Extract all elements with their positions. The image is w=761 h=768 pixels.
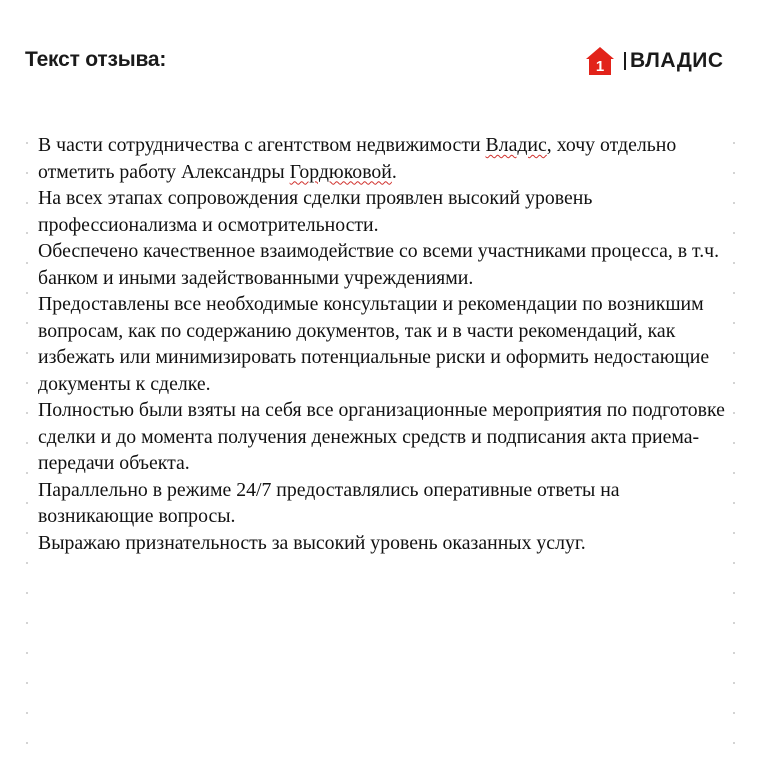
review-paragraph-2: На всех этапах сопровождения сделки проявлен высокий уровень профессионализма и осмотрительности.: [38, 187, 593, 236]
review-paragraph-3: Обеспечено качественное взаимодействие со всеми участниками процесса, в т.ч. банком и иными задействованными учреждениями.: [38, 240, 720, 289]
review-text-segment: В части сотрудничества с агентством недвижимости: [38, 134, 486, 156]
review-paragraph-5: Полностью были взяты на себя все организационные мероприятия по подготовке сделки и до момента получения денежных средств и подписания акта приема-передачи объекта.: [38, 399, 725, 474]
review-paragraph-7: Выражаю признательность за высокий уровень оказанных услуг.: [38, 531, 586, 554]
page-title: Текст отзыва:: [25, 48, 167, 71]
review-text-segment: , хочу отдельно отметить работу Александры: [38, 134, 677, 183]
review-paragraph-4: Предоставлены все необходимые консультации и рекомендации по возникшим вопросам, как по содержанию документов, так и в части рекомендаций, как избежать или минимизировать потенциальные риски и оформить недостающие документы к сделке.: [38, 293, 710, 395]
vladis-logo: [585, 46, 724, 76]
review-paragraph-1: [38, 132, 738, 185]
logo-digit: 1: [595, 58, 605, 75]
margin-guide-left: [26, 128, 28, 748]
agency-name: Владис: [485, 134, 547, 156]
review-paragraph-6: Параллельно в режиме 24/7 предоставлялись оперативные ответы на возникающие вопросы.: [38, 478, 620, 527]
agent-surname: Гордюковой: [289, 160, 392, 183]
house-logo-icon: [585, 46, 615, 76]
review-text: [38, 132, 738, 556]
logo-text: ВЛАДИС: [624, 52, 724, 70]
review-text-segment: .: [391, 160, 397, 183]
